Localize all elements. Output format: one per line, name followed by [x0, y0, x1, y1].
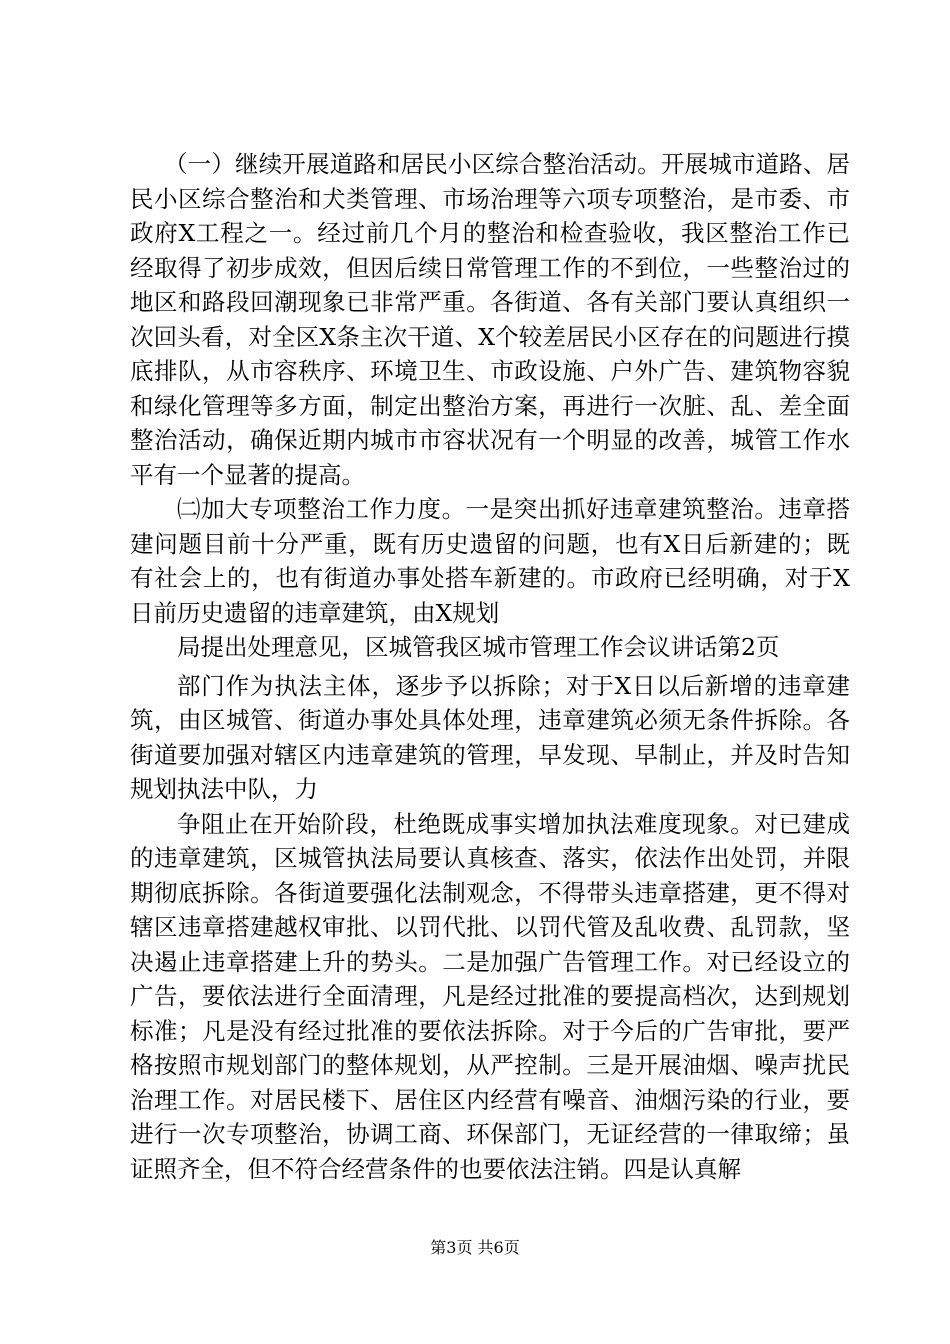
- paragraph-5: 争阻止在开始阶段，杜绝既成事实增加执法难度现象。对已建成的违章建筑，区城管执法局要认真核查、落实，依法作出处罚，并限期彻底拆除。各街道要强化法制观念，不得带头违章搭建，更不得对辖区违章搭建越权审批、以罚代批、以罚代管及乱收费、乱罚款，坚决遏止违章搭建上升的势头。二是加强广告管理工作。对已经设立的广告，要依法进行全面清理，凡是经过批准的要提高档次，达到规划标准；凡是没有经过批准的要依法拆除。对于今后的广告审批，要严格按照市规划部门的整体规划，从严控制。三是开展油烟、噪声扰民治理工作。对居民楼下、居住区内经营有噪音、油烟污染的行业，要进行一次专项整治，协调工商、环保部门，无证经营的一律取缔；虽证照齐全，但不符合经营条件的也要依法注销。四是认真解: [130, 809, 850, 1183]
- paragraph-1: （一）继续开展道路和居民小区综合整治活动。开展城市道路、居民小区综合整治和犬类管理、市场治理等六项专项整治，是市委、市政府X工程之一。经过前几个月的整治和检查验收，我区整治工作已经取得了初步成效，但因后续日常管理工作的不到位，一些整治过的地区和路段回潮现象已非常严重。各街道、各有关部门要认真组织一次回头看，对全区X条主次干道、X个较差居民小区存在的问题进行摸底排队，从市容秩序、环境卫生、市政设施、户外广告、建筑物容貌和绿化管理等多方面，制定出整治方案，再进行一次脏、乱、差全面整治活动，确保近期内城市市容状况有一个明显的改善，城管工作水平有一个显著的提高。: [130, 150, 850, 489]
- paragraph-3: 局提出处理意见，区城管我区城市管理工作会议讲话第2页: [177, 633, 780, 661]
- document-body: [130, 147, 850, 1186]
- paragraph-4: 部门作为执法主体，逐步予以拆除；对于X日以后新增的违章建筑，由区城管、街道办事处具体处理，违章建筑必须无条件拆除。各街道要加强对辖区内违章建筑的管理，早发现、早制止，并及时告知规划执法中队，力: [130, 671, 850, 803]
- page-footer: 第3页 共6页: [430, 1238, 520, 1257]
- paragraph-2: ㈡加大专项整治工作力度。一是突出抓好违章建筑整治。违章搭建问题目前十分严重，既有历史遗留的问题，也有X日后新建的；既有社会上的，也有街道办事处搭车新建的。市政府已经明确，对于X日前历史遗留的违章建筑，由X规划: [130, 495, 850, 627]
